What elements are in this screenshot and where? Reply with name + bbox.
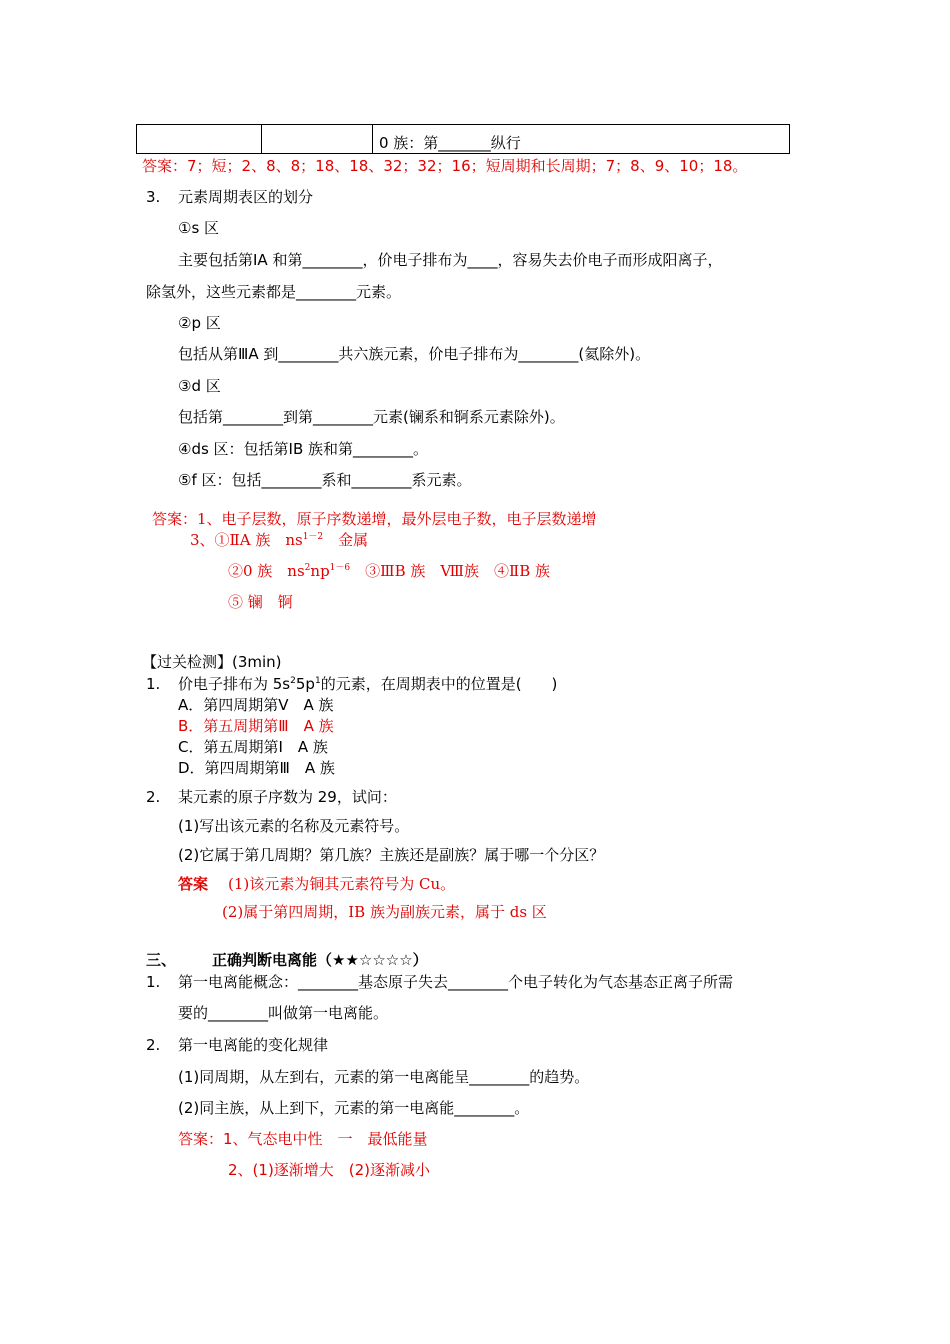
answer2-line2: 3、①ⅡA 族 $ns^{1-2}$ 金属: [190, 531, 369, 549]
item1-line2: 要的________叫做第一电离能。: [178, 1004, 389, 1022]
q2-answer-1: (1)该元素为铜其元素符号为 Cu。: [228, 875, 456, 893]
q2-part2: (2)它属于第几周期？第几族？主族还是副族？属于哪一个分区？: [178, 846, 605, 864]
table-cell-empty-2: [262, 125, 373, 154]
p-block-heading: ②p 区: [178, 314, 221, 332]
part3-answer-2: 2、(1)逐渐增大 (2)逐渐减小: [228, 1161, 431, 1179]
q1-number: 1.: [146, 675, 161, 693]
q2-answer-label: 答案: [178, 875, 209, 893]
answer2-line1: 答案：1、电子层数，原子序数递增，最外层电子数，电子层数递增: [152, 510, 597, 528]
item2-part1: (1)同周期，从左到右，元素的第一电离能呈________的趋势。: [178, 1068, 590, 1086]
option-b: B．第五周期第Ⅲ A 族: [178, 717, 334, 735]
item2-title: 第一电离能的变化规律: [178, 1036, 329, 1054]
item1-number: 1.: [146, 973, 161, 991]
item1-line1: 第一电离能概念：________基态原子失去________个电子转化为气态基态正离子所需: [178, 973, 734, 991]
table-cell-empty-1: [137, 125, 262, 154]
table-cell-zero-group: 0 族：第_______纵行: [373, 125, 790, 154]
answer2-line4: ⑤ 镧 锕: [228, 593, 293, 611]
d-block-line: 包括第________到第________元素(镧系和锕系元素除外)。: [178, 408, 565, 426]
answer-line-1: 答案：7；短；2、8、8；18、18、32；32；16；短周期和长周期；7；8、9、10；18。: [142, 157, 748, 175]
item2-number: 2.: [146, 1036, 161, 1054]
ds-block-line: ④ds 区：包括第ⅠB 族和第________。: [178, 440, 429, 458]
part3-number: 三、: [146, 951, 177, 969]
section3-number: 3.: [146, 188, 161, 206]
q2-number: 2.: [146, 788, 161, 806]
check-title: 【过关检测】(3min): [142, 653, 282, 671]
d-block-heading: ③d 区: [178, 377, 221, 395]
q1-text: 价电子排布为 $5s^25p^1$的元素，在周期表中的位置是( ): [178, 675, 558, 693]
option-c: C．第五周期第Ⅰ A 族: [178, 738, 328, 756]
part3-answer-1: 答案：1、气态电中性 一 最低能量: [178, 1130, 428, 1148]
periodic-table-fragment: [136, 124, 790, 154]
section3-title: 元素周期表区的划分: [178, 188, 314, 206]
s-block-line2: 除氢外，这些元素都是________元素。: [146, 283, 402, 301]
p-block-line: 包括从第ⅢA 到________共六族元素，价电子排布为________(氦除外)。: [178, 345, 651, 363]
f-block-line: ⑤f 区：包括________系和________系元素。: [178, 471, 472, 489]
q2-text: 某元素的原子序数为 29，试问：: [178, 788, 397, 806]
part3-title: 正确判断电离能（★★☆☆☆☆）: [212, 951, 428, 969]
option-a: A．第四周期第Ⅴ A 族: [178, 696, 334, 714]
q2-part1: (1)写出该元素的名称及元素符号。: [178, 817, 410, 835]
item2-part2: (2)同主族，从上到下，元素的第一电离能________。: [178, 1099, 530, 1117]
answer2-line3: ②0 族 $ns^2np^{1-6}$ ③ⅢB 族 Ⅷ族 ④ⅡB 族: [228, 562, 550, 580]
s-block-heading: ①s 区: [178, 219, 220, 237]
q2-answer-2: (2)属于第四周期，ⅠB 族为副族元素，属于 ds 区: [222, 903, 547, 921]
s-block-line1: 主要包括第ⅠA 和第________，价电子排布为____，容易失去价电子而形成阳离子，: [178, 251, 723, 269]
option-d: D．第四周期第Ⅲ A 族: [178, 759, 335, 777]
